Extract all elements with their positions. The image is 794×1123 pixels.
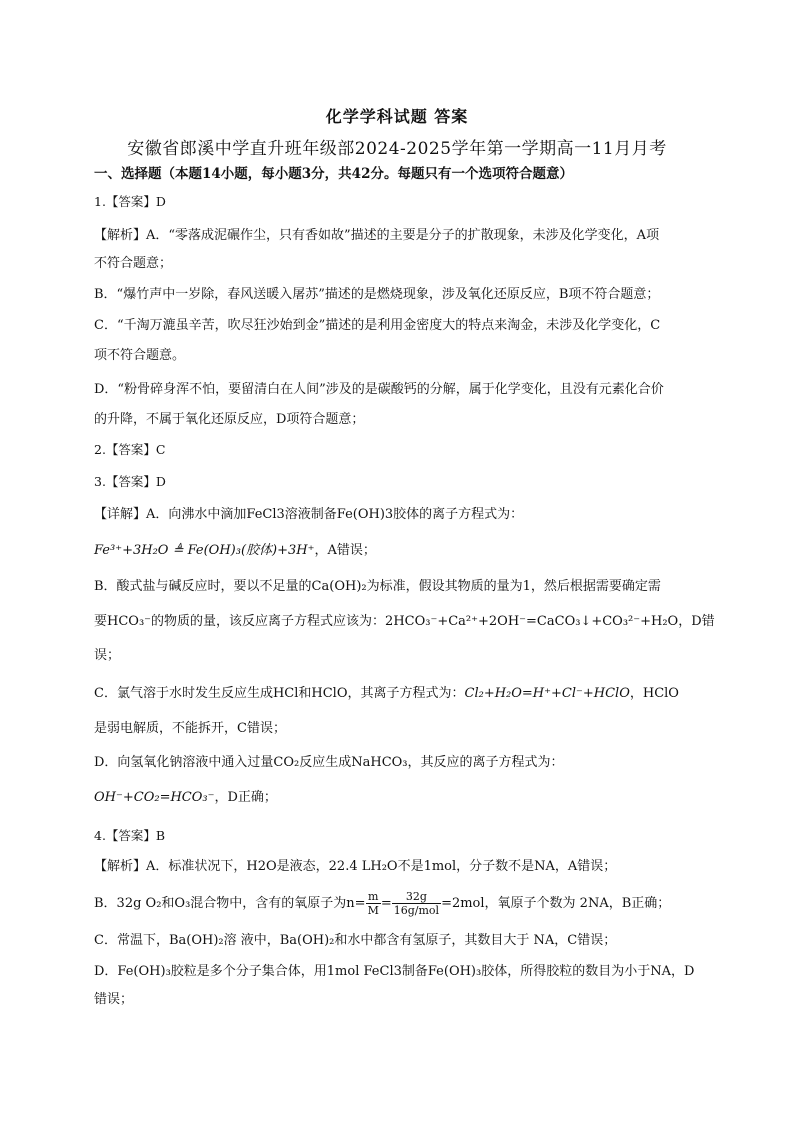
equation-fe-hydrolysis: Fe³⁺+3H₂O ≜ Fe(OH)₃(胶体)+3H⁺ (94, 543, 315, 558)
fraction-32g-over-molar (392, 890, 441, 917)
q3-explain-b2 (94, 612, 714, 632)
q1-explain-a2: 不符合题意； (94, 256, 173, 271)
q1-answer: 1.【答案】D (94, 194, 166, 209)
q4-explain-c: C．常温下，Ba(OH)₂溶 液中，Ba(OH)₂和水中都含有氢原子，其数目大于 NA，C错误； (94, 933, 617, 948)
q4-b-pre: B．32g O₂和O₃混合物中，含有的氧原子为n= (94, 896, 366, 911)
fraction-denominator: M (367, 904, 379, 917)
q4-b-tail: =2mol，氧原子个数为 2NA，B正确； (441, 896, 671, 911)
q3-b2-tail: +H₂O，D错 (640, 614, 715, 629)
q3-answer: 3.【答案】D (94, 474, 166, 489)
equation-hco3: HCO₃⁻ (107, 614, 152, 629)
q1-explain-a1: 【解析】A．“零落成泥碾作尘，只有香如故”描述的主要是分子的扩散现象，未涉及化学变化，A项 (94, 228, 660, 243)
q1-explain-d1: D．“粉骨碎身浑不怕，要留清白在人间”涉及的是碳酸钙的分解，属于化学变化，且没有元素化合价 (94, 382, 664, 397)
q3-equation-d (94, 788, 714, 808)
section-heading: 一、选择题（本题14小题，每小题3分，共42分。每题只有一个选项符合题意） (94, 166, 573, 182)
page-subtitle: 安徽省郎溪中学直升班年级部2024-2025学年第一学期高一11月月考 (127, 139, 667, 159)
equation-oh-co2: OH⁻+CO₂=HCO₃⁻ (94, 790, 215, 805)
q3-explain-c1 (94, 684, 714, 704)
fraction-denominator: 16g/mol (393, 904, 440, 917)
q1-explain-d2: 的升降，不属于氧化还原反应，D项符合题意； (94, 412, 365, 427)
q3-equation-a (94, 541, 714, 561)
q3-explain-a1: 【详解】A．向沸水中滴加FeCl3溶液制备Fe(OH)3胶体的离子方程式为： (94, 507, 524, 522)
equation-cl2-water: Cl₂+H₂O=H⁺+Cl⁻+HClO (464, 686, 630, 701)
q1-explain-c1: C．“千淘万漉虽辛苦，吹尽狂沙始到金”描述的是利用金密度大的特点来淘金，未涉及化学变化，C (94, 318, 661, 333)
q3-explain-d1: D．向氢氧化钠溶液中通入过量CO₂反应生成NaHCO₃，其反应的离子方程式为： (94, 755, 564, 770)
equation-co3: CO₃²⁻ (602, 614, 641, 629)
fraction-numerator: 32g (392, 890, 441, 904)
q3-b2-mid: 的物质的量，该反应离子方程式应该为： (151, 614, 386, 629)
q3-b2-pre: 要 (94, 614, 108, 629)
q3-c1-pre: C．氯气溶于水时发生反应生成HCl和HClO，其离子方程式为： (94, 686, 465, 701)
q3-b2-eq: +Ca²⁺+2OH⁻=CaCO₃↓+ (437, 614, 603, 629)
q3-a-tail: ，A错误； (314, 543, 376, 558)
q1-explain-b: B．“爆竹声中一岁除，春风送暖入屠苏”描述的是燃烧现象，涉及氧化还原反应，B项不符合题意； (94, 287, 660, 302)
fraction-numerator: m (366, 890, 381, 904)
q2-answer: 2.【答案】C (94, 442, 166, 457)
q1-explain-c2: 项不符合题意。 (94, 348, 186, 363)
q3-c1-tail: ，HClO (629, 686, 679, 701)
q3-explain-c2: 是弱电解质，不能拆开，C错误； (94, 721, 286, 736)
q4-answer: 4.【答案】B (94, 828, 166, 843)
q4-explain-a: 【解析】A．标准状况下，H2O是液态，22.4 LH₂O不是1mol，分子数不是NA，A错误； (94, 859, 617, 874)
q3-explain-b1: B．酸式盐与碱反应时，要以不足量的Ca(OH)₂为标准，假设其物质的量为1，然后根据需要确定需 (94, 579, 661, 594)
fraction-m-over-M (366, 890, 381, 917)
q4-explain-b (94, 888, 714, 920)
q3-explain-b3: 误； (94, 648, 121, 663)
q4-explain-d2: 错误； (94, 992, 134, 1007)
equation-2hco3: 2HCO₃⁻ (385, 614, 438, 629)
q4-explain-d1: D．Fe(OH)₃胶粒是多个分子集合体，用1mol FeCl3制备Fe(OH)₃胶体，所得胶粒的数目为小于NA，D (94, 964, 695, 979)
q3-d-tail: ，D正确； (214, 790, 277, 805)
q4-b-eq: = (380, 896, 392, 911)
page-title: 化学学科试题 答案 (325, 107, 469, 126)
